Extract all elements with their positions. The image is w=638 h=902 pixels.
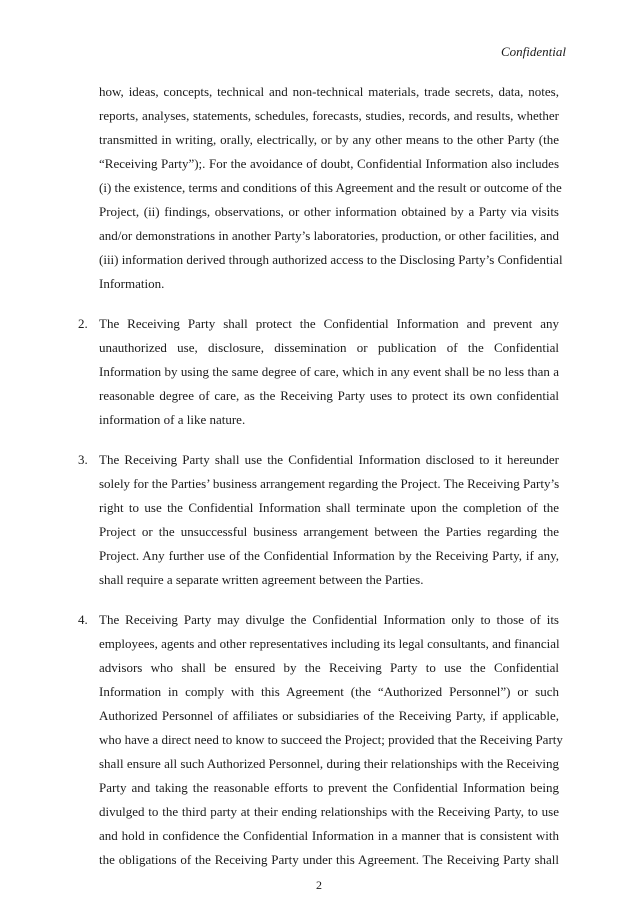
paragraph-line: transmitted in writing, orally, electrically, or by any other means to the other Party (the — [99, 132, 559, 147]
paragraph-line: Project, (ii) findings, observations, or other information obtained by a Party via visits — [99, 204, 559, 219]
page-number: 2 — [316, 878, 322, 892]
paragraph-line: the obligations of the Receiving Party under this Agreement. The Receiving Party shall — [99, 852, 559, 867]
paragraph-line: and hold in confidence the Confidential Information in a manner that is consistent with — [99, 828, 559, 843]
clause-number: 2. — [78, 316, 88, 331]
paragraph-line: The Receiving Party shall use the Confidential Information disclosed to it hereunder — [99, 452, 559, 467]
paragraph-line: solely for the Parties’ business arrangement regarding the Project. The Receiving Party’s — [99, 476, 560, 491]
paragraph-line: advisors who shall be ensured by the Receiving Party to use the Confidential — [99, 660, 559, 675]
paragraph-line: and/or demonstrations in another Party’s laboratories, production, or other facilities, and — [99, 228, 559, 243]
paragraph-line: who have a direct need to know to succeed the Project; provided that the Receiving Party — [99, 732, 563, 747]
paragraph-line: The Receiving Party shall protect the Confidential Information and prevent any — [99, 316, 559, 331]
clause-number: 4. — [78, 612, 88, 627]
paragraph-line: unauthorized use, disclosure, dissemination or publication of the Confidential — [99, 340, 559, 355]
paragraph-line: Project. Any further use of the Confidential Information by the Receiving Party, if any, — [99, 548, 559, 563]
paragraph-line: right to use the Confidential Information shall terminate upon the completion of the — [99, 500, 559, 515]
paragraph-line: divulged to the third party at their ending relationships with the Receiving Party, to use — [99, 804, 559, 819]
paragraph-line: The Receiving Party may divulge the Confidential Information only to those of its — [99, 612, 559, 627]
paragraph-line: Authorized Personnel of affiliates or subsidiaries of the Receiving Party, if applicable, — [99, 708, 559, 723]
paragraph-line: Information in comply with this Agreement (the “Authorized Personnel”) or such — [99, 684, 559, 699]
paragraph-line: reports, analyses, statements, schedules, forecasts, studies, records, and results, whether — [99, 108, 559, 123]
paragraph-line: Information by using the same degree of care, which in any event shall be no less than a — [99, 364, 559, 379]
paragraph-line: (i) the existence, terms and conditions of this Agreement and the result or outcome of the — [99, 180, 562, 195]
paragraph-line: how, ideas, concepts, technical and non-technical materials, trade secrets, data, notes, — [99, 84, 559, 99]
confidential-header: Confidential — [501, 44, 566, 59]
paragraph-line: reasonable degree of care, as the Receiving Party uses to protect its own confidential — [99, 388, 559, 403]
paragraph-line: (iii) information derived through authorized access to the Disclosing Party’s Confidential — [99, 252, 563, 267]
paragraph-line: “Receiving Party”);. For the avoidance of doubt, Confidential Information also includes — [99, 156, 559, 171]
paragraph-line: Information. — [99, 276, 165, 291]
clause-number: 3. — [78, 452, 88, 467]
paragraph-line: information of a like nature. — [99, 412, 246, 427]
paragraph-line: shall ensure all such Authorized Personnel, during their relationships with the Receiving — [99, 756, 559, 771]
paragraph-line: Project or the unsuccessful business arrangement between the Parties regarding the — [99, 524, 559, 539]
paragraph-line: Party and taking the reasonable efforts to prevent the Confidential Information being — [99, 780, 559, 795]
paragraph-line: shall require a separate written agreement between the Parties. — [99, 572, 424, 587]
paragraph-line: employees, agents and other representatives including its legal consultants, and financial — [99, 636, 560, 651]
